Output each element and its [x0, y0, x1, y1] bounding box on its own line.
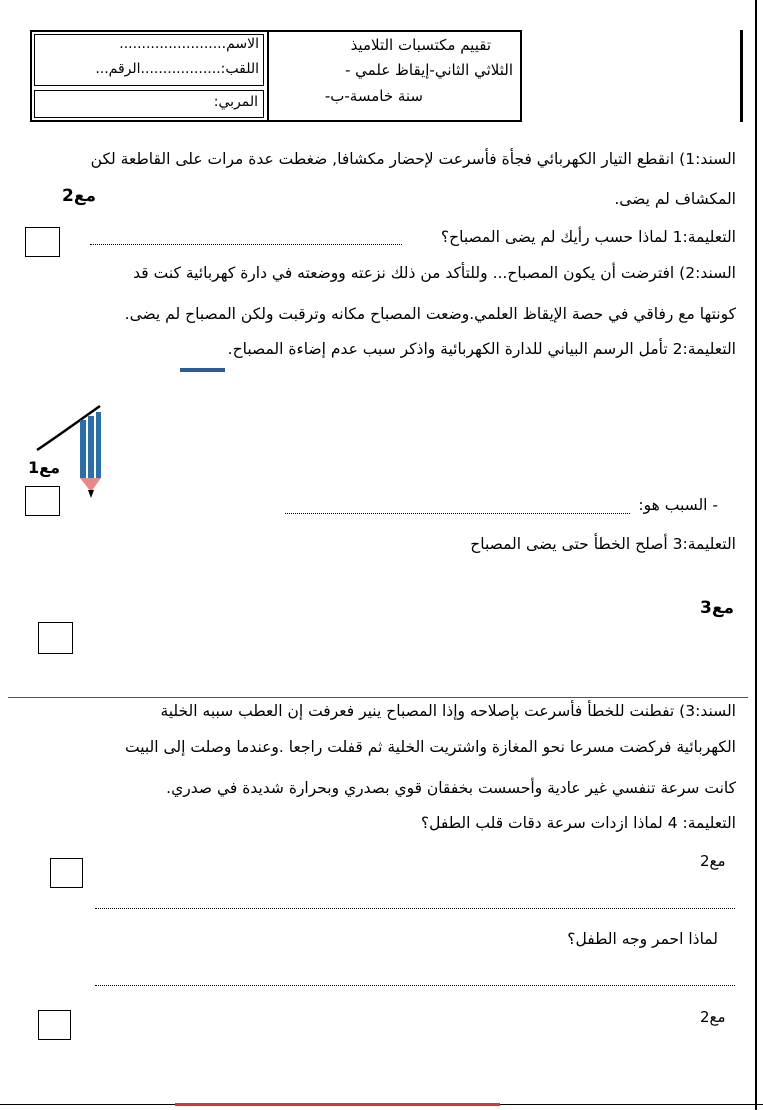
score-box[interactable] — [50, 858, 83, 888]
exam-title-line2: الثلاثي الثاني-إيقاظ علمي - — [345, 61, 513, 79]
support-3-line2: الكهربائية فركضت مسرعا نحو المغازة واشتريت الخلية ثم قفلت راجعا .وعندما وصلت إلى البيت — [124, 738, 736, 756]
answer-line[interactable] — [95, 908, 735, 909]
score-box[interactable] — [25, 486, 60, 516]
section-divider — [8, 697, 748, 698]
exam-title-line3: سنة خامسة-ب- — [324, 87, 423, 105]
criterion-label: مع1 — [28, 458, 60, 477]
exam-title-line1: تقييم مكتسبات التلاميذ — [350, 36, 491, 54]
support-2-line2: كونتها مع رفاقي في حصة الإيقاظ العلمي.وضعت المصباح مكانه وترقبت ولكن المصباح لم يضى. — [124, 305, 736, 323]
support-3-line1: السند:3) تفطنت للخطأ فأسرعت بإصلاحه وإذا المصباح ينير فعرفت إن العطب سببه الخلية — [160, 702, 736, 720]
score-box[interactable] — [38, 1010, 71, 1040]
header-divider — [267, 30, 269, 122]
answer-line[interactable] — [285, 513, 630, 514]
support-1-line2: المكشاف لم يضى. — [614, 190, 736, 208]
task-1: التعليمة:1 لماذا حسب رأيك لم يضى المصباح؟ — [440, 228, 736, 246]
criterion-label: مع3 — [700, 598, 734, 618]
header-right-bar — [740, 30, 743, 122]
criterion-label: مع2 — [700, 852, 726, 870]
name-field[interactable]: الاسم........................ — [119, 36, 259, 52]
score-box[interactable] — [38, 622, 73, 654]
task-2: التعليمة:2 تأمل الرسم البياني للدارة الكهربائية واذكر سبب عدم إضاءة المصباح. — [227, 340, 736, 358]
answer-line[interactable] — [90, 244, 402, 245]
page-right-edge — [755, 0, 757, 1110]
support-3-line3: كانت سرعة تنفسي غير عادية وأحسست بخفقان قوي بصدري وبحرارة شديدة في صدري. — [166, 779, 736, 797]
support-1-line1: السند:1) انقطع التيار الكهربائي فجأة فأسرعت لإحضار مكشافا, ضغطت عدة مرات على القاطعة لكن — [90, 150, 736, 168]
support-2-line1: السند:2) افترضت أن يكون المصباح... وللتأكد من ذلك نزعته ووضعته في دارة كهربائية كنت قد — [133, 264, 736, 282]
criterion-label: مع2 — [62, 186, 96, 206]
question-face-red: لماذا احمر وجه الطفل؟ — [567, 930, 718, 948]
red-strip — [175, 1103, 500, 1106]
teacher-field[interactable]: المربي: — [213, 94, 258, 110]
cropped-figure-mark — [180, 368, 225, 372]
score-box[interactable] — [25, 227, 60, 257]
task-3: التعليمة:3 أصلح الخطأ حتى يضى المصباح — [470, 535, 736, 553]
answer-line[interactable] — [95, 985, 735, 986]
task-4: التعليمة: 4 لماذا ازدات سرعة دقات قلب الطفل؟ — [420, 814, 736, 832]
surname-number-field[interactable]: اللقب:..................الرقم... — [95, 61, 259, 77]
criterion-label: مع2 — [700, 1008, 726, 1026]
reason-label: - السبب هو: — [638, 496, 718, 514]
